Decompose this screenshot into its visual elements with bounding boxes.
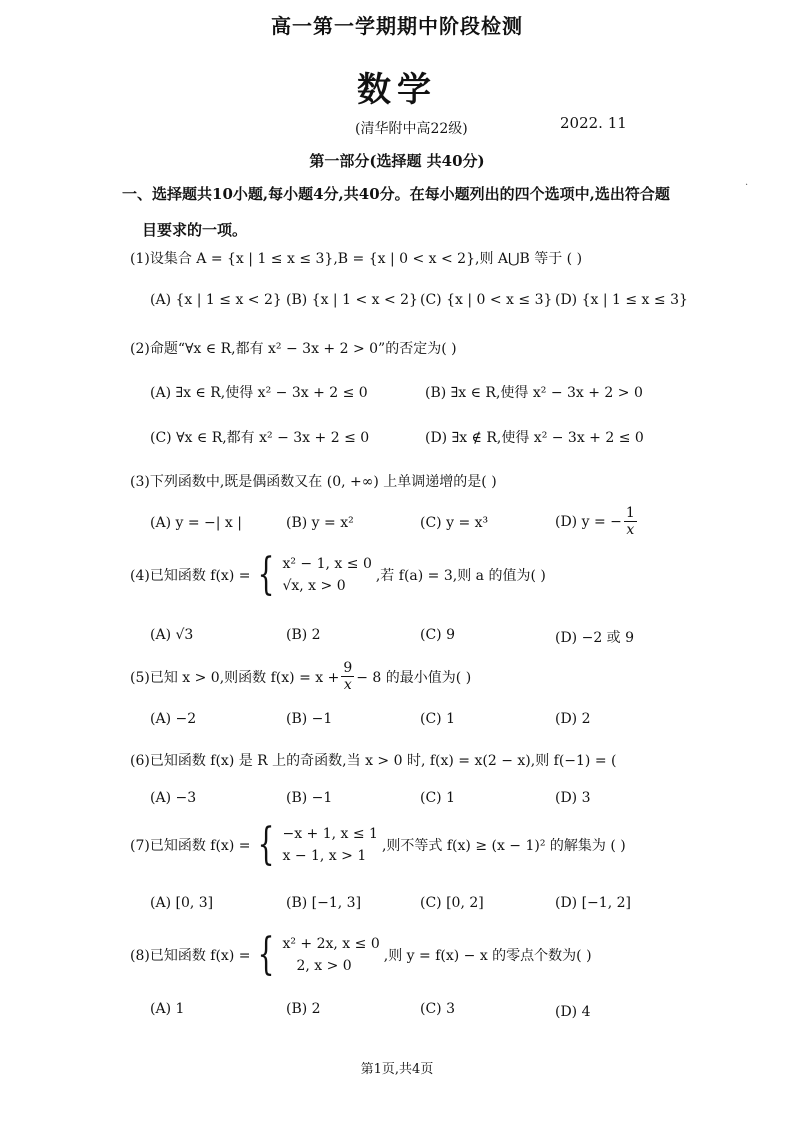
q1-option-d: (D) {x | 1 ≤ x ≤ 3} [555,292,688,308]
fraction-denominator: x [626,522,635,538]
q3-option-d [555,505,639,538]
instructions-line-2: 目要求的一项。 [142,221,248,239]
q8-piecewise-cases [282,933,379,977]
q6-option-d: (D) 3 [555,790,591,806]
q6-option-a: (A) −3 [150,790,197,806]
q4-stem-suffix: ,若 f(a) = 3,则 a 的值为( ) [375,568,546,584]
q8-stem-prefix: (8)已知函数 f(x) = [130,948,251,964]
q8-option-a: (A) 1 [150,1001,185,1017]
q7-stem-prefix: (7)已知函数 f(x) = [130,838,251,854]
q4-stem-prefix: (4)已知函数 f(x) = [130,568,251,584]
q2-option-b: (B) ∃x ∈ R,使得 x² − 3x + 2 > 0 [425,385,643,401]
piecewise-brace-icon: { [258,929,275,980]
page-footer: 第1页,共4页 [360,1062,434,1077]
q4-case-2: √x, x > 0 [282,578,346,594]
q4-option-d: (D) −2 或 9 [555,630,635,646]
q7-option-b: (B) [−1, 3] [286,895,362,911]
q7-option-a: (A) [0, 3] [150,895,214,911]
exam-title: 高一第一学期期中阶段检测 [271,14,523,38]
q3-option-d-fraction [624,505,637,538]
part-heading: 第一部分(选择题 共40分) [309,152,485,170]
q2-option-c: (C) ∀x ∈ R,都有 x² − 3x + 2 ≤ 0 [150,430,370,446]
q3-option-d-label: (D) y = − [555,513,622,530]
q8-option-d: (D) 4 [555,1004,591,1020]
q8-option-c: (C) 3 [420,1001,455,1017]
q1-option-c: (C) {x | 0 < x ≤ 3} [420,292,553,308]
q5-option-d: (D) 2 [555,711,591,727]
q7-stem-suffix: ,则不等式 f(x) ≥ (x − 1)² 的解集为 ( ) [381,838,626,854]
question-1-stem: (1)设集合 A = {x | 1 ≤ x ≤ 3},B = {x | 0 < x < 2},则 A⋃B 等于 ( ) [130,251,583,267]
q7-option-c: (C) [0, 2] [420,895,484,911]
exam-date: 2022. 11 [560,114,627,132]
q4-case-1: x² − 1, x ≤ 0 [282,556,372,572]
question-8-stem [130,929,592,980]
q8-stem-suffix: ,则 y = f(x) − x 的零点个数为( ) [383,948,592,964]
q2-option-a: (A) ∃x ∈ R,使得 x² − 3x + 2 ≤ 0 [150,385,368,401]
q5-option-b: (B) −1 [286,711,333,727]
question-2-stem: (2)命题“∀x ∈ R,都有 x² − 3x + 2 > 0”的否定为( ) [130,341,457,357]
q8-option-b: (B) 2 [286,1001,321,1017]
fraction-numerator: 9 [343,660,353,676]
q4-option-b: (B) 2 [286,627,321,643]
instructions-line-1: 一、选择题共10小题,每小题4分,共40分。在每小题列出的四个选项中,选出符合题 [122,185,670,203]
q4-piecewise-cases [282,553,371,597]
q3-option-c: (C) y = x³ [420,515,489,531]
school-label: (清华附中高22级) [355,121,468,137]
question-3-stem: (3)下列函数中,既是偶函数又在 (0, +∞) 上单调递增的是( ) [130,474,497,490]
q5-option-c: (C) 1 [420,711,455,727]
piecewise-brace-icon: { [258,549,275,600]
q7-case-1: −x + 1, x ≤ 1 [282,826,378,842]
q7-case-2: x − 1, x > 1 [282,848,367,864]
q5-option-a: (A) −2 [150,711,197,727]
q6-option-b: (B) −1 [286,790,333,806]
q5-fraction [341,660,354,693]
q5-stem-prefix: (5)已知 x > 0,则函数 f(x) = x + [130,669,340,686]
question-6-stem: (6)已知函数 f(x) 是 R 上的奇函数,当 x > 0 时, f(x) = x(2 − x),则 f(−1) = ( [130,753,617,769]
subject-title: 数学 [357,70,437,110]
q2-option-d: (D) ∃x ∉ R,使得 x² − 3x + 2 ≤ 0 [425,430,644,446]
section-instructions [122,176,670,248]
q8-case-2: 2, x > 0 [296,958,352,974]
question-4-stem [130,549,546,600]
fraction-denominator: x [343,677,352,693]
fraction-numerator: 1 [625,505,635,521]
q1-option-b: (B) {x | 1 < x < 2} [286,292,418,308]
q5-stem-suffix: − 8 的最小值为( ) [356,669,472,686]
q7-piecewise-cases [282,823,378,867]
piecewise-brace-icon: { [258,819,275,870]
q4-option-a: (A) √3 [150,627,194,643]
q7-option-d: (D) [−1, 2] [555,895,631,911]
question-7-stem [130,819,626,870]
q4-option-c: (C) 9 [420,627,455,643]
question-5-stem [130,660,471,693]
q6-option-c: (C) 1 [420,790,455,806]
scan-speck-icon: · [745,180,749,191]
q1-option-a: (A) {x | 1 ≤ x < 2} [150,292,282,308]
q3-option-a: (A) y = −| x | [150,515,242,531]
q3-option-b: (B) y = x² [286,515,354,531]
q8-case-1: x² + 2x, x ≤ 0 [282,936,380,952]
